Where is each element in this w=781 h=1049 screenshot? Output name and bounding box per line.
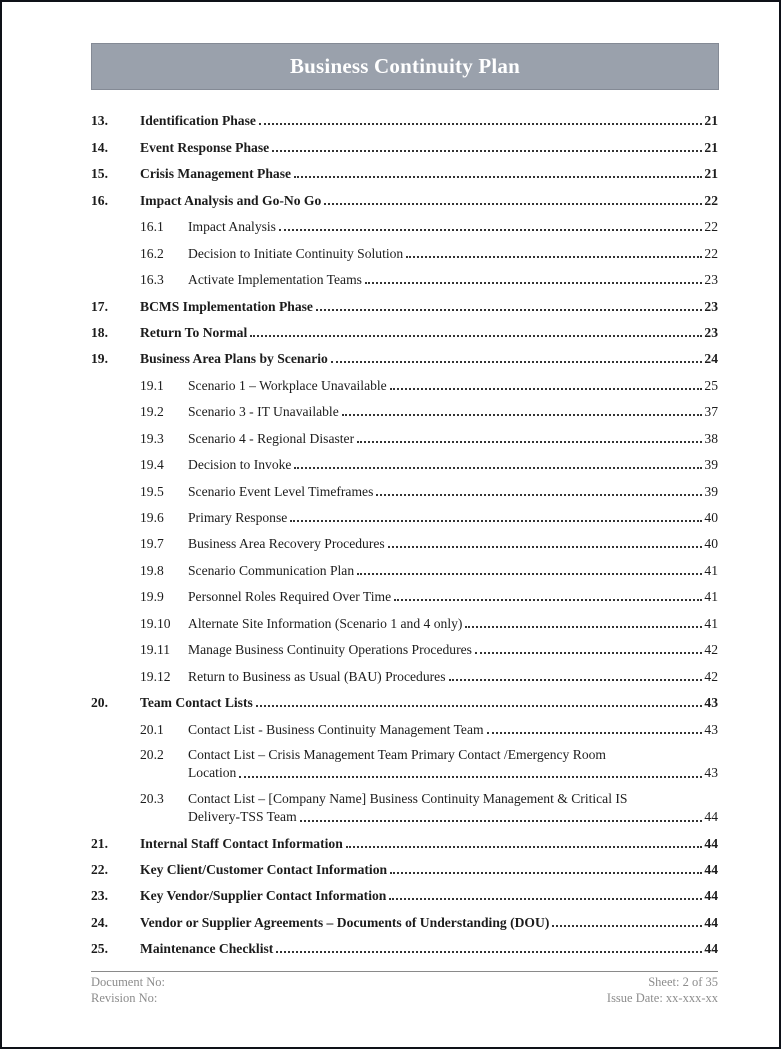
toc-entry-number: 16.3 [140,272,164,288]
toc-entry-title: Key Client/Customer Contact Information [140,861,388,877]
dot-leader [388,546,703,548]
toc-entry [91,711,718,737]
toc-entry-number: 23. [91,888,108,904]
dot-leader [389,898,702,900]
dot-leader [390,872,702,874]
toc-entry-title: Team Contact Lists [140,695,253,711]
toc-entry-number: 19.11 [140,642,171,658]
toc-entry [91,632,718,658]
toc-entry-page: 44 [704,914,718,930]
page-footer [91,971,718,1006]
toc-entry-number: 19.7 [140,536,164,552]
toc-entry-page: 42 [704,668,718,684]
toc-entry-title: Business Area Plans by Scenario [140,351,328,367]
toc-entry-page: 44 [704,835,718,851]
dot-leader [290,520,702,522]
toc-entry-title: Impact Analysis [188,219,276,235]
toc-entry-number: 19.6 [140,510,164,525]
toc-entry-number: 19.1 [140,377,164,393]
dot-leader [365,282,702,284]
issue-date: Issue Date: xx-xxx-xx [606,990,718,1005]
toc-entry-title: Vendor or Supplier Agreements – Documents of Understanding (DOU) [140,914,550,930]
toc-entry-title-continued: Location [188,764,237,780]
toc-entry-number: 19.10 [140,615,171,631]
toc-entry-title: Scenario 4 - Regional Disaster [188,430,355,446]
toc-entry-number: 25. [91,941,108,957]
toc-entry [91,738,718,782]
toc-entry-title: Business Area Recovery Procedures [188,536,385,552]
toc-entry-page: 23 [704,324,718,340]
toc-entry-page: 44 [704,861,718,877]
toc-entry-title: Identification Phase [140,113,256,129]
toc-entry-page: 41 [704,589,718,605]
toc-entry-title: Scenario 3 - IT Unavailable [188,404,339,420]
title-banner [91,43,719,90]
toc-entry-number: 16. [91,192,108,208]
toc-entry-number: 17. [91,298,108,314]
dot-leader [272,150,702,152]
toc-entry-number: 22. [91,861,108,877]
dot-leader [475,652,702,654]
dot-leader [294,467,702,469]
toc-entry-page: 37 [704,404,718,420]
toc-entry [91,552,718,578]
toc-entry [91,315,718,341]
dot-leader [357,573,702,575]
toc-entry-page: 38 [704,430,718,446]
dot-leader [487,732,703,734]
toc-entry [91,473,718,499]
toc-entry-number: 19.2 [140,404,164,420]
toc-entry-number: 16.2 [140,245,164,261]
page-title: Business Continuity Plan [289,54,521,78]
table-of-contents [91,103,718,957]
toc-entry-title: Return to Business as Usual (BAU) Procedures [188,668,446,684]
toc-entry [91,182,718,208]
toc-entry-number: 15. [91,166,108,182]
toc-entry [91,341,718,367]
toc-entry [91,262,718,288]
toc-entry-number: 19.8 [140,562,164,578]
toc-entry-number: 20. [91,695,108,711]
toc-entry [91,103,718,129]
dot-leader [279,229,702,231]
document-no-label: Document No: [91,975,165,989]
toc-entry-page: 42 [704,642,718,658]
dot-leader [465,626,702,628]
toc-entry-number: 19.4 [140,457,164,473]
toc-entry-title: Return To Normal [140,324,248,340]
toc-entry-page: 24 [704,351,718,367]
toc-entry-number: 20.2 [140,747,164,763]
toc-entry-page: 44 [704,888,718,904]
toc-entry-line2 [91,764,718,781]
toc-entry-title: Scenario Event Level Timeframes [188,483,374,499]
toc-entry [91,658,718,684]
toc-entry-page: 41 [704,615,718,631]
toc-entry-page: 21 [704,166,718,182]
toc-entry-title: BCMS Implementation Phase [140,298,313,314]
toc-entry [91,931,718,957]
toc-entry-title: Scenario 1 – Workplace Unavailable [188,377,387,393]
toc-entry-line1 [91,790,718,807]
toc-entry-number: 16.1 [140,219,164,235]
toc-entry-page: 22 [704,219,718,235]
toc-entry [91,288,718,314]
dot-leader [406,256,702,258]
toc-entry-page: 39 [704,457,718,473]
dot-leader [324,203,702,205]
dot-leader [449,679,703,681]
toc-entry-number: 13. [91,113,108,129]
toc-entry [91,367,718,393]
toc-entry-page: 21 [704,139,718,155]
toc-entry [91,878,718,904]
toc-entry-page: 43 [704,695,718,711]
dot-leader [294,176,702,178]
dot-leader [552,925,702,927]
sheet-number: Sheet: 2 of 35 [648,975,718,989]
dot-leader [256,705,703,707]
toc-entry-page: 22 [704,192,718,208]
toc-entry-title: Manage Business Continuity Operations Procedures [188,642,472,658]
toc-entry [91,420,718,446]
toc-entry [91,500,718,526]
dot-leader [300,820,703,822]
toc-entry-page: 40 [704,510,718,525]
toc-indent [91,746,140,763]
toc-entry-title: Alternate Site Information (Scenario 1 and 4 only) [188,615,463,631]
toc-entry-page: 22 [704,245,718,261]
toc-entry-title: Event Response Phase [140,139,270,155]
dot-leader [259,123,702,125]
dot-leader [342,414,703,416]
toc-entry-title: Key Vendor/Supplier Contact Information [140,888,387,904]
toc-entry-title: Internal Staff Contact Information [140,835,343,851]
toc-entry-page: 44 [704,941,718,957]
toc-entry-line2 [91,808,718,825]
toc-entry-number: 19.12 [140,668,171,684]
toc-entry-page: 43 [704,721,718,737]
toc-entry-number: 19.5 [140,483,164,499]
toc-entry-page: 39 [704,483,718,499]
toc-entry [91,579,718,605]
toc-entry-number: 19.3 [140,430,164,446]
toc-entry [91,605,718,631]
toc-entry-title: Personnel Roles Required Over Time [188,589,392,605]
toc-entry-title: Contact List – Crisis Management Team Primary Contact /Emergency Room [188,747,606,763]
toc-entry-title: Contact List – [Company Name] Business Continuity Management & Critical IS [188,791,628,807]
dot-leader [346,846,703,848]
dot-leader [394,599,702,601]
dot-leader [316,309,702,311]
toc-entry-title: Activate Implementation Teams [188,272,362,288]
toc-indent [91,790,140,807]
dot-leader [357,441,702,443]
toc-entry-title: Decision to Initiate Continuity Solution [188,245,404,261]
toc-entry-title: Contact List - Business Continuity Management Team [188,721,484,737]
toc-entry [91,904,718,930]
dot-leader [331,361,703,363]
toc-entry-number: 24. [91,914,108,930]
dot-leader [239,776,702,778]
toc-entry [91,781,718,825]
toc-entry [91,156,718,182]
toc-entry [91,209,718,235]
toc-entry [91,685,718,711]
dot-leader [376,494,702,496]
toc-entry-title-continued: Delivery-TSS Team [188,808,297,824]
toc-entry [91,447,718,473]
toc-entry-page: 23 [704,298,718,314]
toc-entry-page: 23 [704,272,718,288]
toc-entry-title: Scenario Communication Plan [188,562,355,578]
toc-entry [91,394,718,420]
toc-entry-title: Crisis Management Phase [140,166,292,182]
dot-leader [390,388,703,390]
toc-entry-number: 20.1 [140,721,164,737]
toc-entry-page: 40 [704,536,718,552]
toc-entry-number: 19.9 [140,589,164,605]
dot-leader [250,335,702,337]
footer-row-1 [91,975,718,991]
toc-entry [91,852,718,878]
toc-entry-number: 14. [91,139,108,155]
toc-entry [91,526,718,552]
toc-entry-page: 21 [704,113,718,129]
toc-entry-page: 43 [704,764,718,780]
toc-entry-title: Impact Analysis and Go-No Go [140,192,322,208]
toc-entry [91,825,718,851]
revision-no-label: Revision No: [91,990,158,1005]
toc-entry-title: Maintenance Checklist [140,941,274,957]
toc-entry-page: 41 [704,562,718,578]
toc-entry [91,129,718,155]
toc-entry-title: Decision to Invoke [188,457,292,473]
dot-leader [276,951,702,953]
toc-entry-number: 20.3 [140,791,164,807]
toc-entry [91,235,718,261]
toc-entry-title: Primary Response [188,510,288,525]
footer-row-2 [91,991,718,1007]
toc-entry-page: 44 [704,808,718,824]
toc-entry-number: 19. [91,351,108,367]
toc-entry-number: 21. [91,835,108,851]
toc-entry-line1 [91,746,718,763]
toc-entry-page: 25 [704,377,718,393]
toc-entry-number: 18. [91,324,108,340]
